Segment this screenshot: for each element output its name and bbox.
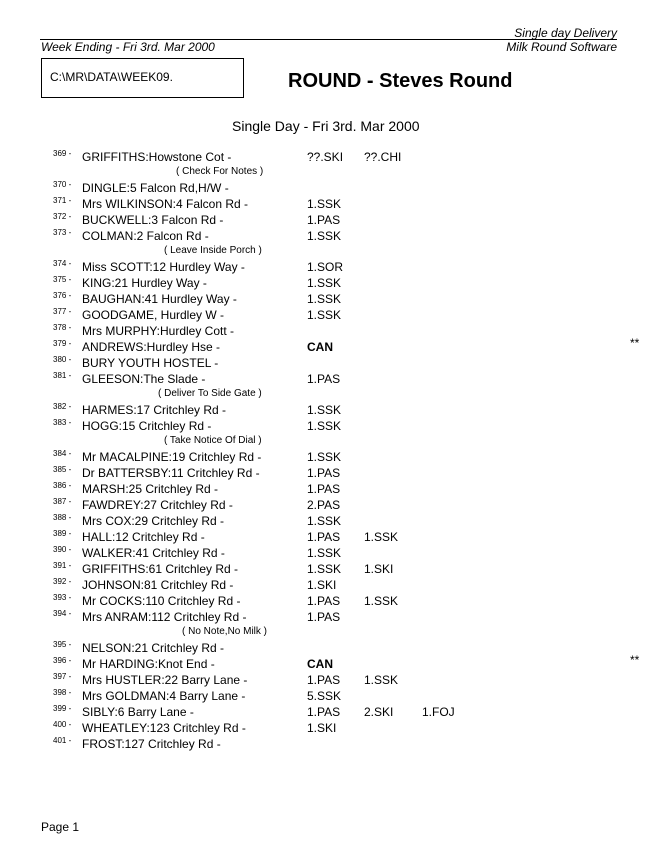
delivery-number: 397 - — [53, 672, 72, 681]
page-number: Page 1 — [41, 820, 80, 834]
delivery-row — [0, 228, 657, 244]
delivery-row — [0, 545, 657, 561]
order-item-1: 2.PAS — [307, 498, 341, 512]
customer-name: HALL:12 Critchley Rd - — [82, 530, 205, 544]
delivery-note-row — [0, 434, 657, 449]
delivery-number: 373 - — [53, 228, 72, 237]
order-item-2: 2.SKI — [364, 705, 394, 719]
customer-name: SIBLY:6 Barry Lane - — [82, 705, 194, 719]
delivery-number: 391 - — [53, 561, 72, 570]
delivery-number: 395 - — [53, 640, 72, 649]
order-item-1: 1.SSK — [307, 514, 342, 528]
customer-name: FAWDREY:27 Critchley Rd - — [82, 498, 233, 512]
delivery-row — [0, 736, 657, 752]
order-item-1: CAN — [307, 657, 333, 671]
order-item-1: 1.SSK — [307, 292, 342, 306]
delivery-number: 377 - — [53, 307, 72, 316]
delivery-number: 400 - — [53, 720, 72, 729]
order-item-1: 1.SSK — [307, 197, 342, 211]
customer-name: GLEESON:The Slade - — [82, 372, 206, 386]
delivery-row — [0, 418, 657, 434]
order-item-1: 1.PAS — [307, 705, 341, 719]
order-item-2: ??.CHI — [364, 150, 402, 164]
delivery-number: 374 - — [53, 259, 72, 268]
delivery-row — [0, 465, 657, 481]
delivery-note-row — [0, 387, 657, 402]
delivery-row — [0, 513, 657, 529]
delivery-number: 382 - — [53, 402, 72, 411]
customer-name: HARMES:17 Critchley Rd - — [82, 403, 227, 417]
delivery-number: 384 - — [53, 449, 72, 458]
customer-name: WHEATLEY:123 Critchley Rd - — [82, 721, 246, 735]
delivery-row — [0, 688, 657, 704]
customer-name: GOODGAME, Hurdley W - — [82, 308, 225, 322]
delivery-row — [0, 180, 657, 196]
customer-name: Mr COCKS:110 Critchley Rd - — [82, 594, 241, 608]
delivery-row — [0, 196, 657, 212]
delivery-number: 371 - — [53, 196, 72, 205]
customer-name: Mrs GOLDMAN:4 Barry Lane - — [82, 689, 246, 703]
order-item-1: 1.PAS — [307, 594, 341, 608]
order-item-1: 1.SOR — [307, 260, 344, 274]
delivery-note-row — [0, 625, 657, 640]
data-path-box — [41, 58, 244, 98]
order-item-1: 1.SSK — [307, 562, 342, 576]
order-item-1: CAN — [307, 340, 333, 354]
delivery-number: 370 - — [53, 180, 72, 189]
customer-name: Mrs HUSTLER:22 Barry Lane - — [82, 673, 248, 687]
delivery-note: ( Check For Notes ) — [176, 166, 264, 177]
delivery-row — [0, 481, 657, 497]
order-item-1: 1.SKI — [307, 721, 337, 735]
customer-name: Mrs COX:29 Critchley Rd - — [82, 514, 225, 528]
order-item-2: 1.SSK — [364, 530, 399, 544]
order-item-1: 1.PAS — [307, 673, 341, 687]
order-item-2: 1.SKI — [364, 562, 394, 576]
customer-name: BUCKWELL:3 Falcon Rd - — [82, 213, 224, 227]
customer-name: WALKER:41 Critchley Rd - — [82, 546, 225, 560]
delivery-number: 388 - — [53, 513, 72, 522]
delivery-row — [0, 307, 657, 323]
delivery-number: 369 - — [53, 149, 72, 158]
customer-name: MARSH:25 Critchley Rd - — [82, 482, 219, 496]
order-item-1: 1.SSK — [307, 403, 342, 417]
delivery-number: 387 - — [53, 497, 72, 506]
data-path-text: C:\MR\DATA\WEEK09. — [50, 70, 173, 84]
delivery-note: ( Take Notice Of Dial ) — [164, 435, 262, 446]
customer-name: JOHNSON:81 Critchley Rd - — [82, 578, 234, 592]
delivery-number: 392 - — [53, 577, 72, 586]
cancel-flag: ** — [630, 336, 640, 350]
order-item-1: 1.SSK — [307, 229, 342, 243]
delivery-number: 389 - — [53, 529, 72, 538]
order-item-2: 1.SSK — [364, 594, 399, 608]
customer-name: GRIFFITHS:61 Critchley Rd - — [82, 562, 239, 576]
order-item-1: 1.SSK — [307, 308, 342, 322]
order-item-1: 1.PAS — [307, 530, 341, 544]
delivery-number: 398 - — [53, 688, 72, 697]
delivery-number: 378 - — [53, 323, 72, 332]
order-item-1: 1.PAS — [307, 466, 341, 480]
order-item-1: 5.SSK — [307, 689, 342, 703]
delivery-number: 386 - — [53, 481, 72, 490]
customer-name: Mr HARDING:Knot End - — [82, 657, 215, 671]
cancel-flag: ** — [630, 653, 640, 667]
customer-name: COLMAN:2 Falcon Rd - — [82, 229, 209, 243]
customer-name: DINGLE:5 Falcon Rd,H/W - — [82, 181, 229, 195]
delivery-row — [0, 720, 657, 736]
delivery-row — [0, 212, 657, 228]
delivery-row — [0, 371, 657, 387]
order-item-1: 1.SSK — [307, 276, 342, 290]
delivery-row — [0, 609, 657, 625]
customer-name: Mrs MURPHY:Hurdley Cott - — [82, 324, 235, 338]
delivery-row — [0, 449, 657, 465]
delivery-row — [0, 672, 657, 688]
delivery-number: 376 - — [53, 291, 72, 300]
customer-name: FROST:127 Critchley Rd - — [82, 737, 221, 751]
delivery-note: ( Leave Inside Porch ) — [164, 245, 262, 256]
delivery-row — [0, 497, 657, 513]
delivery-row — [0, 291, 657, 307]
delivery-number: 380 - — [53, 355, 72, 364]
round-title: ROUND - Steves Round — [288, 70, 513, 92]
delivery-number: 383 - — [53, 418, 72, 427]
customer-name: Mr MACALPINE:19 Critchley Rd - — [82, 450, 262, 464]
delivery-row — [0, 529, 657, 545]
order-item-1: 1.SKI — [307, 578, 337, 592]
customer-name: NELSON:21 Critchley Rd - — [82, 641, 225, 655]
delivery-row — [0, 355, 657, 371]
delivery-number: 381 - — [53, 371, 72, 380]
customer-name: HOGG:15 Critchley Rd - — [82, 419, 212, 433]
customer-name: BURY YOUTH HOSTEL - — [82, 356, 219, 370]
customer-name: ANDREWS:Hurdley Hse - — [82, 340, 221, 354]
delivery-row — [0, 704, 657, 720]
delivery-row — [0, 275, 657, 291]
order-item-1: 1.PAS — [307, 372, 341, 386]
delivery-row — [0, 149, 657, 165]
software-label: Milk Round Software — [506, 40, 617, 54]
customer-name: Miss SCOTT:12 Hurdley Way - — [82, 260, 245, 274]
delivery-row — [0, 577, 657, 593]
delivery-number: 385 - — [53, 465, 72, 474]
delivery-number: 375 - — [53, 275, 72, 284]
order-item-2: 1.SSK — [364, 673, 399, 687]
customer-name: Mrs WILKINSON:4 Falcon Rd - — [82, 197, 249, 211]
delivery-number: 394 - — [53, 609, 72, 618]
delivery-note: ( No Note,No Milk ) — [182, 626, 268, 637]
delivery-row — [0, 593, 657, 609]
delivery-number: 399 - — [53, 704, 72, 713]
order-item-1: 1.SSK — [307, 546, 342, 560]
order-item-1: 1.PAS — [307, 610, 341, 624]
customer-name: BAUGHAN:41 Hurdley Way - — [82, 292, 237, 306]
delivery-number: 379 - — [53, 339, 72, 348]
round-subtitle: Single Day - Fri 3rd. Mar 2000 — [232, 118, 420, 134]
delivery-note-row — [0, 244, 657, 259]
delivery-type-label: Single day Delivery — [514, 26, 617, 40]
customer-name: GRIFFITHS:Howstone Cot - — [82, 150, 232, 164]
order-item-1: 1.SSK — [307, 419, 342, 433]
delivery-row — [0, 323, 657, 339]
delivery-number: 396 - — [53, 656, 72, 665]
customer-name: Mrs ANRAM:112 Critchley Rd - — [82, 610, 247, 624]
delivery-number: 390 - — [53, 545, 72, 554]
customer-name: Dr BATTERSBY:11 Critchley Rd - — [82, 466, 260, 480]
delivery-number: 401 - — [53, 736, 72, 745]
delivery-row — [0, 653, 657, 672]
delivery-note-row — [0, 165, 657, 180]
customer-name: KING:21 Hurdley Way - — [82, 276, 207, 290]
delivery-row — [0, 402, 657, 418]
order-item-1: 1.SSK — [307, 450, 342, 464]
delivery-list — [0, 149, 657, 752]
order-item-3: 1.FOJ — [422, 705, 455, 719]
order-item-1: 1.PAS — [307, 482, 341, 496]
order-item-1: 1.PAS — [307, 213, 341, 227]
delivery-row — [0, 259, 657, 275]
delivery-number: 372 - — [53, 212, 72, 221]
delivery-note: ( Deliver To Side Gate ) — [158, 388, 262, 399]
week-ending-label: Week Ending - Fri 3rd. Mar 2000 — [41, 40, 215, 54]
order-item-1: ??.SKI — [307, 150, 344, 164]
delivery-row — [0, 640, 657, 656]
delivery-number: 393 - — [53, 593, 72, 602]
delivery-row — [0, 336, 657, 355]
delivery-row — [0, 561, 657, 577]
